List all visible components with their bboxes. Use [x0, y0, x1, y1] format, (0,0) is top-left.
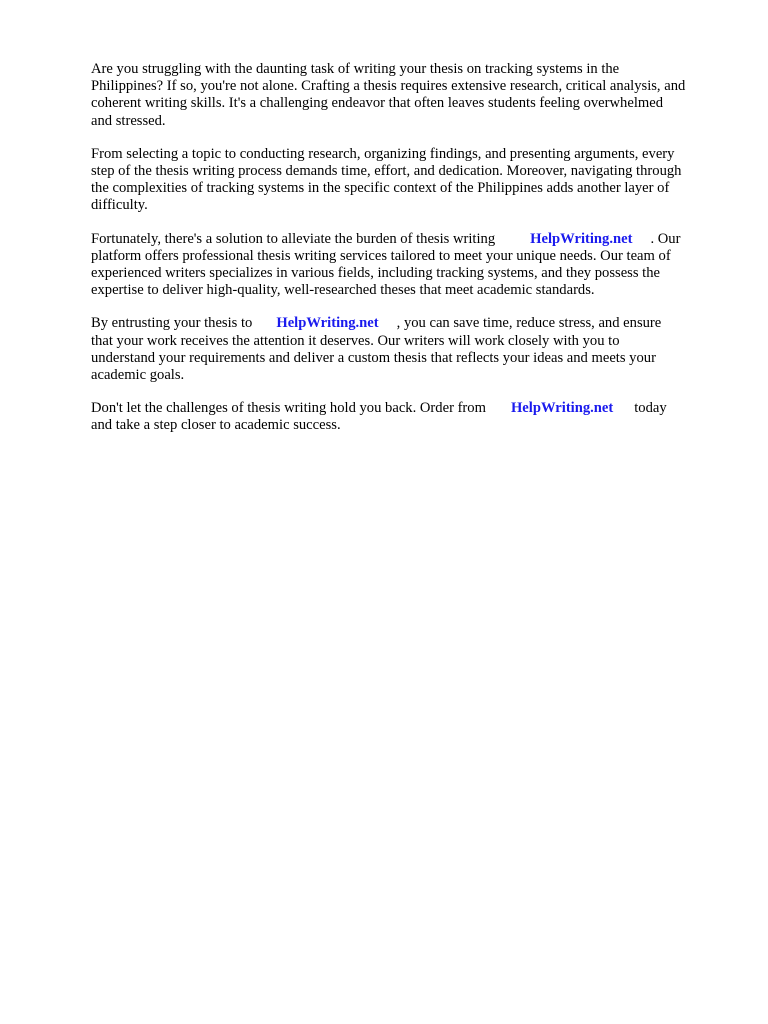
text-line: platform offers professional thesis writing services tailored to meet your unique needs. Our team of [91, 247, 671, 264]
text-after-link: . Our [650, 230, 681, 247]
text-line: difficulty. [91, 197, 148, 214]
text-line [91, 400, 731, 417]
text-line: and stressed. [91, 112, 166, 129]
text-line: that your work receives the attention it deserves. Our writers will work closely with you to [91, 332, 620, 349]
text-line: step of the thesis writing process demands time, effort, and dedication. Moreover, navigating through [91, 163, 682, 180]
text-line [91, 315, 731, 332]
helpwriting-link[interactable]: HelpWriting.net [276, 315, 379, 332]
text-line: the complexities of tracking systems in the specific context of the Philippines adds another layer of [91, 180, 670, 197]
text-before-link: By entrusting your thesis to [91, 315, 253, 332]
text-line: From selecting a topic to conducting research, organizing findings, and presenting arguments, every [91, 145, 675, 162]
paragraph-solution [91, 231, 731, 300]
paragraph-call-to-action [91, 400, 731, 434]
paragraph-entrusting [91, 315, 731, 384]
paragraph-process [91, 146, 731, 215]
text-line: experienced writers specializes in various fields, including tracking systems, and they possess the [91, 265, 661, 282]
text-line: expertise to deliver high-quality, well-researched theses that meet academic standards. [91, 282, 595, 299]
text-before-link: Fortunately, there's a solution to alleviate the burden of thesis writing [91, 230, 496, 247]
document-page [91, 61, 731, 451]
text-after-link: , you can save time, reduce stress, and ensure [396, 315, 662, 332]
text-line: Philippines? If so, you're not alone. Crafting a thesis requires extensive research, critical analysis, and [91, 78, 686, 95]
helpwriting-link[interactable]: HelpWriting.net [530, 230, 633, 247]
text-line: coherent writing skills. It's a challenging endeavor that often leaves students feeling overwhelmed [91, 95, 664, 112]
text-before-link: Don't let the challenges of thesis writing hold you back. Order from [91, 400, 486, 417]
text-line: Are you struggling with the daunting task of writing your thesis on tracking systems in the [91, 61, 620, 77]
text-after-link: today [634, 400, 667, 417]
text-line [91, 231, 731, 248]
helpwriting-link[interactable]: HelpWriting.net [510, 400, 614, 417]
text-line: understand your requirements and deliver a custom thesis that reflects your ideas and meets your [91, 349, 656, 366]
paragraph-intro [91, 61, 731, 130]
text-line: academic goals. [91, 367, 185, 384]
text-line: and take a step closer to academic success. [91, 417, 341, 434]
